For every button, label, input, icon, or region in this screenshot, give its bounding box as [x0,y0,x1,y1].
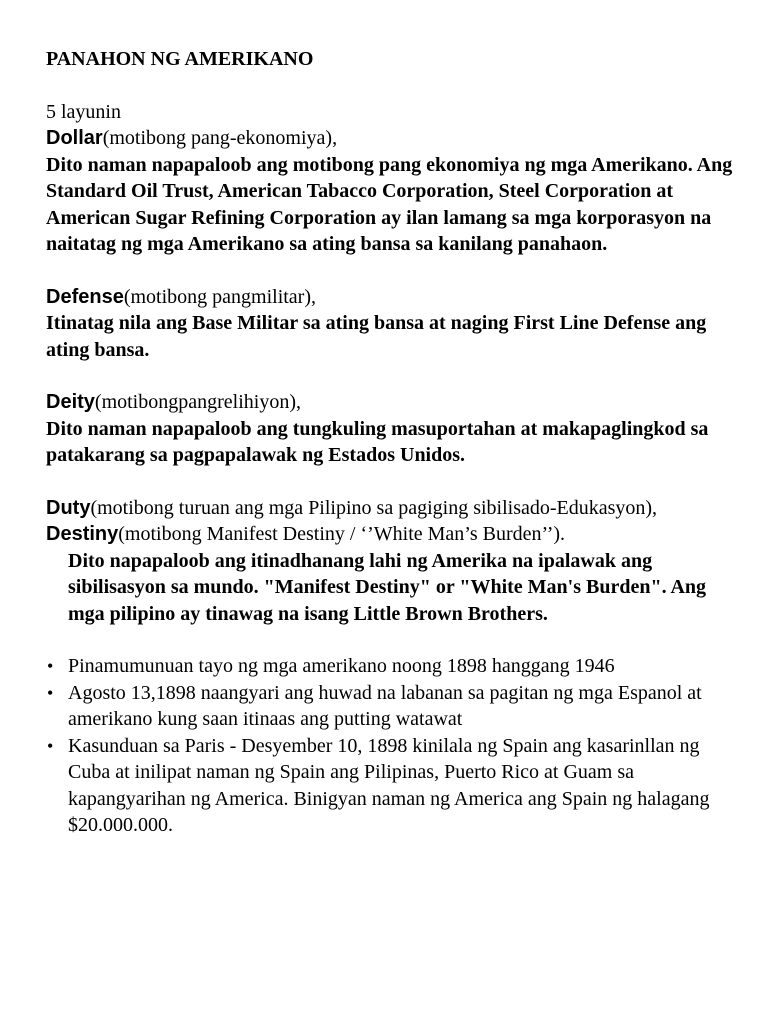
defense-description: Itinatag nila ang Base Militar sa ating bansa at naging First Line Defense ang ating bansa. [46,312,707,361]
list-item-text: Pinamumunuan tayo ng mga amerikano noong 1898 hanggang 1946 [68,655,615,677]
bullet-icon: • [47,682,54,703]
dollar-motive: (motibong pang-ekonomiya), [102,127,338,149]
bullet-icon: • [47,656,54,676]
deity-description: Dito naman napapaloob ang tungkuling masuportahan at makapaglingkod sa patakarang sa pagpapalawak ng Estados Unidos. [46,417,709,466]
destiny-motive: (motibong Manifest Destiny / ‘’White Man’s Burden’’). [118,523,566,545]
subtitle: 5 layunin [46,100,121,123]
deity-heading [46,389,736,416]
document-title: PANAHON NG AMERIKANO [46,48,314,70]
duty-keyword: Duty [46,496,91,519]
duty-motive: (motibong turuan ang mga Pilipino sa pagiging sibilisado-Edukasyon), [90,496,658,519]
list-item-text: Kasunduan sa Paris - Desyember 10, 1898 kinilala ng Spain ang kasarinllan ng Cuba at inilipat naman ng Spain ang Pilipinas, Puerto Rico at Guam sa kapangyarihan ng America. Binigyan naman ng America ang Spain ng halagang $20.000.000. [68,734,710,836]
dollar-keyword: Dollar [46,127,103,149]
list-item [46,733,736,839]
defense-motive: (motibong pangmilitar), [123,285,316,308]
bullet-list [46,653,736,839]
defense-heading [46,284,736,311]
spacer [46,363,736,389]
bullet-icon: • [47,735,54,756]
defense-keyword: Defense [46,285,124,308]
dollar-description: Dito naman napapaloob ang motibong pang ekonomiya ng mga Amerikano. Ang Standard Oil Trust, American Tabacco Corporation, Steel Corporation at American Sugar Refining Corporation ay ilan lamang sa mga korporasyon na naitatag ng mga Amerikano sa ating bansa sa kanilang panahaon. [46,153,733,255]
destiny-keyword: Destiny [46,523,119,545]
duty-destiny-heading [46,495,736,548]
dollar-heading [46,125,736,152]
list-item-text: Agosto 13,1898 naangyari ang huwad na labanan sa pagitan ng mga Espanol at amerikano kung saan itinaas ang putting watawat [68,681,702,730]
spacer [46,627,736,653]
deity-motive: (motibongpangrelihiyon), [94,391,301,413]
spacer [46,469,736,495]
spacer [46,258,736,284]
deity-keyword: Deity [46,391,95,413]
destiny-description: Dito napapaloob ang itinadhanang lahi ng Amerika na ipalawak ang sibilisasyon sa mundo. "Manifest Destiny" or "White Man's Burden". Ang mga pilipino ay tinawag na isang Little Brown Brothers. [68,549,707,625]
list-item [46,680,736,733]
document-page [46,46,736,839]
list-item [46,653,736,680]
